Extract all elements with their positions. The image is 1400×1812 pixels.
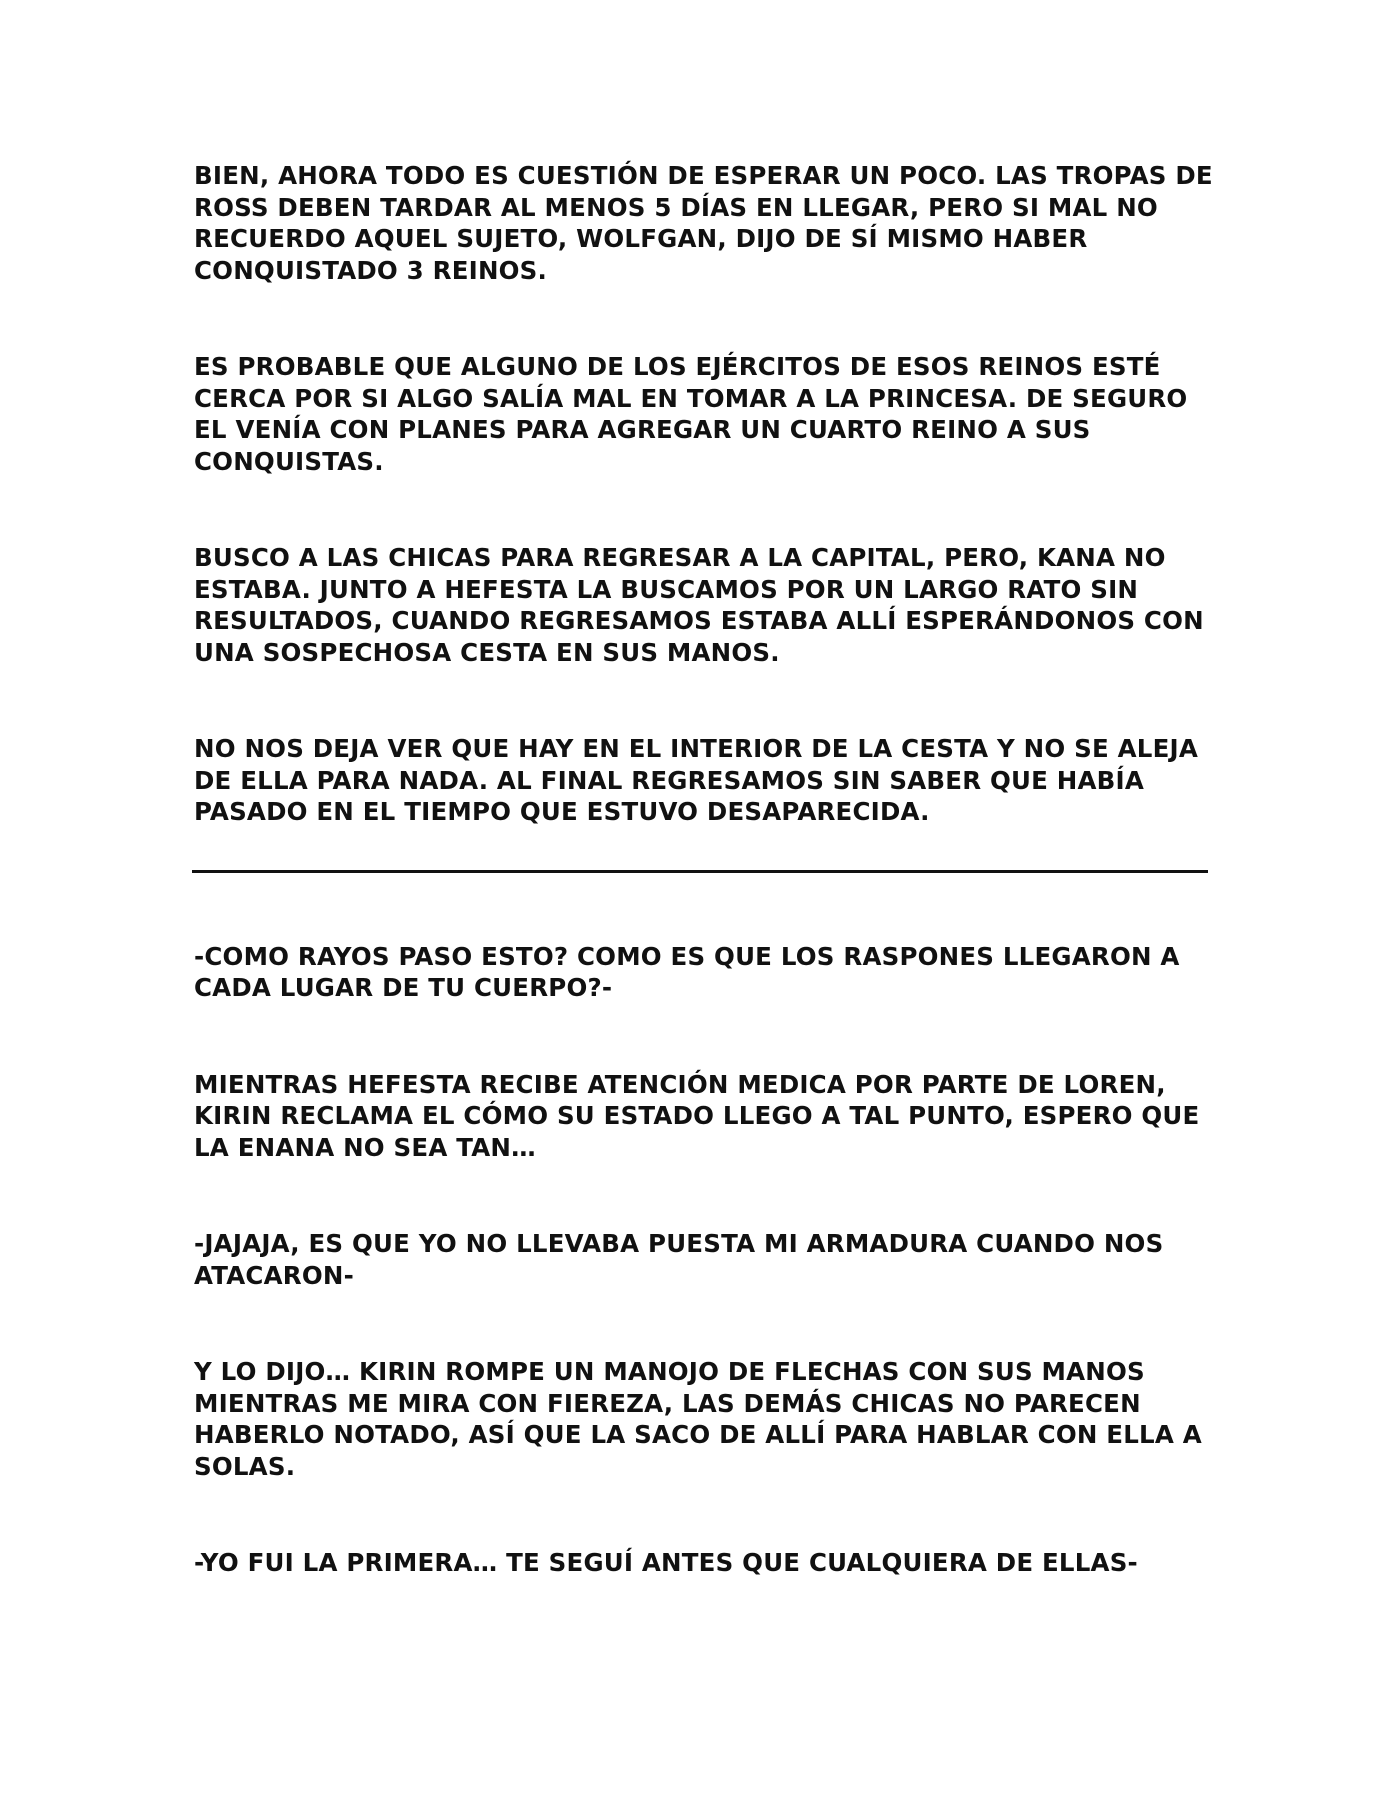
text-body [194,160,1214,1579]
paragraph-4: NO NOS DEJA VER QUE HAY EN EL INTERIOR DE LA CESTA Y NO SE ALEJA DE ELLA PARA NADA. AL FINAL REGRESAMOS SIN SABER QUE HABÍA PASADO EN EL TIEMPO QUE ESTUVO DESAPARECIDA. [194,734,1199,826]
paragraph-5: MIENTRAS HEFESTA RECIBE ATENCIÓN MEDICA POR PARTE DE LOREN, KIRIN RECLAMA EL CÓMO SU ESTADO LLEGO A TAL PUNTO, ESPERO QUE LA ENANA NO SEA TAN… [194,1069,1200,1162]
paragraph-3: BUSCO A LAS CHICAS PARA REGRESAR A LA CAPITAL, PERO, KANA NO ESTABA. JUNTO A HEFESTA LA BUSCAMOS POR UN LARGO RATO SIN RESULTADOS, CUANDO REGRESAMOS ESTABA ALLÍ ESPERÁNDONOS CON UNA SOSPECHOSA CESTA EN SUS MANOS. [194,543,1204,667]
paragraph-6: Y LO DIJO… KIRIN ROMPE UN MANOJO DE FLECHAS CON SUS MANOS MIENTRAS ME MIRA CON FIEREZA, LAS DEMÁS CHICAS NO PARECEN HABERLO NOTADO, ASÍ QUE LA SACO DE ALLÍ PARA HABLAR CON ELLA A SOLAS. [194,1357,1202,1481]
dialogue-1: -COMO RAYOS PASO ESTO? COMO ES QUE LOS RASPONES LLEGARON A CADA LUGAR DE TU CUERPO?- [194,941,1180,1002]
paragraph-1: BIEN, AHORA TODO ES CUESTIÓN DE ESPERAR UN POCO. LAS TROPAS DE ROSS DEBEN TARDAR AL MENOS 5 DÍAS EN LLEGAR, PERO SI MAL NO RECUERDO AQUEL SUJETO, WOLFGAN, DIJO DE SÍ MISMO HABER CONQUISTADO 3 REINOS. [194,161,1213,285]
paragraph-2: ES PROBABLE QUE ALGUNO DE LOS EJÉRCITOS DE ESOS REINOS ESTÉ CERCA POR SI ALGO SALÍA MAL EN TOMAR A LA PRINCESA. DE SEGURO EL VENÍA CON PLANES PARA AGREGAR UN CUARTO REINO A SUS CONQUISTAS. [194,352,1188,476]
section-divider [192,870,1208,873]
dialogue-3: -YO FUI LA PRIMERA… TE SEGUÍ ANTES QUE CUALQUIERA DE ELLAS- [194,1548,1138,1577]
dialogue-2: -JAJAJA, ES QUE YO NO LLEVABA PUESTA MI ARMADURA CUANDO NOS ATACARON- [194,1229,1164,1290]
